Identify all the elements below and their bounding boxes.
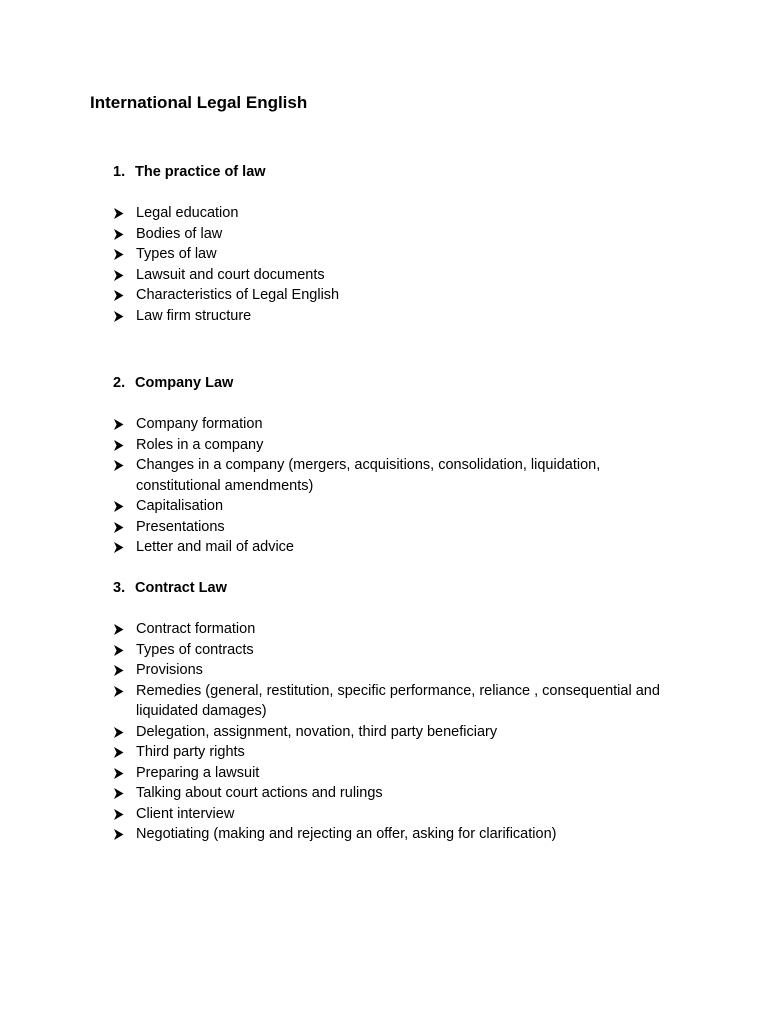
arrowhead-bullet-icon (113, 537, 125, 558)
list-item (113, 517, 673, 538)
list-item-text: Talking about court actions and rulings (136, 785, 383, 801)
list-item-text: Client interview (136, 805, 235, 822)
list-item (113, 435, 673, 456)
list-item-text: Legal education (136, 205, 239, 221)
arrowhead-bullet-icon (113, 496, 125, 517)
section-title: Contract Law (135, 580, 227, 596)
list-item (113, 681, 673, 722)
list-item (113, 414, 673, 435)
list-item-text: Remedies (general, restitution, specific performance, reliance , consequential and liquidated damages) (136, 682, 660, 719)
list-item-text: Changes in a company (mergers, acquisitions, consolidation, liquidation, constitutional amendments) (136, 457, 601, 494)
list-item-text: Negotiating (making and rejecting an offer, asking for clarification) (136, 826, 557, 842)
arrowhead-bullet-icon (113, 244, 125, 265)
section-list-company-law (113, 414, 673, 558)
list-item (113, 763, 673, 784)
arrowhead-bullet-icon (113, 681, 125, 702)
document-title: International Legal English (90, 93, 308, 112)
arrowhead-bullet-icon (113, 224, 125, 245)
list-item (113, 804, 673, 825)
list-item (113, 496, 673, 517)
list-item (113, 742, 673, 763)
list-item (113, 224, 673, 245)
arrowhead-bullet-icon (113, 435, 125, 456)
list-item-text: Bodies of law (136, 225, 223, 242)
list-item-text: Types of law (136, 246, 217, 262)
arrowhead-bullet-icon (113, 742, 125, 763)
section-heading-contract-law (113, 578, 227, 598)
arrowhead-bullet-icon (113, 824, 125, 845)
list-item (113, 640, 673, 661)
arrowhead-bullet-icon (113, 306, 125, 327)
list-item-text: Preparing a lawsuit (136, 764, 260, 781)
list-item-text: Presentations (136, 518, 225, 535)
arrowhead-bullet-icon (113, 265, 125, 286)
list-item-text: Company formation (136, 416, 263, 432)
arrowhead-bullet-icon (113, 455, 125, 476)
list-item (113, 783, 673, 804)
list-item-text: Third party rights (136, 744, 245, 760)
list-item (113, 824, 673, 845)
list-item-text: Types of contracts (136, 641, 254, 658)
arrowhead-bullet-icon (113, 414, 125, 435)
arrowhead-bullet-icon (113, 517, 125, 538)
section-list-contract-law (113, 619, 673, 845)
list-item-text: Law firm structure (136, 307, 252, 324)
arrowhead-bullet-icon (113, 203, 125, 224)
list-item-text: Capitalisation (136, 498, 224, 514)
arrowhead-bullet-icon (113, 763, 125, 784)
list-item (113, 203, 673, 224)
arrowhead-bullet-icon (113, 285, 125, 306)
section-list-practice-of-law (113, 203, 673, 326)
list-item (113, 619, 673, 640)
list-item (113, 306, 673, 327)
section-title: Company Law (135, 375, 234, 391)
list-item-text: Roles in a company (136, 436, 264, 453)
section-heading-company-law (113, 373, 233, 393)
list-item (113, 265, 673, 286)
section-number: 3. (113, 580, 126, 596)
list-item (113, 660, 673, 681)
arrowhead-bullet-icon (113, 783, 125, 804)
list-item-text: Characteristics of Legal English (136, 287, 340, 303)
section-number: 1. (113, 164, 126, 180)
list-item-text: Delegation, assignment, novation, third party beneficiary (136, 723, 498, 740)
arrowhead-bullet-icon (113, 619, 125, 640)
list-item-text: Letter and mail of advice (136, 539, 294, 555)
list-item (113, 537, 673, 558)
arrowhead-bullet-icon (113, 660, 125, 681)
list-item (113, 455, 673, 496)
arrowhead-bullet-icon (113, 804, 125, 825)
list-item-text: Contract formation (136, 621, 256, 637)
section-heading-practice-of-law (113, 162, 266, 182)
list-item (113, 285, 673, 306)
list-item (113, 722, 673, 743)
section-number: 2. (113, 375, 126, 391)
list-item-text: Lawsuit and court documents (136, 266, 325, 283)
list-item-text: Provisions (136, 662, 203, 678)
arrowhead-bullet-icon (113, 722, 125, 743)
section-title: The practice of law (135, 164, 266, 180)
list-item (113, 244, 673, 265)
arrowhead-bullet-icon (113, 640, 125, 661)
